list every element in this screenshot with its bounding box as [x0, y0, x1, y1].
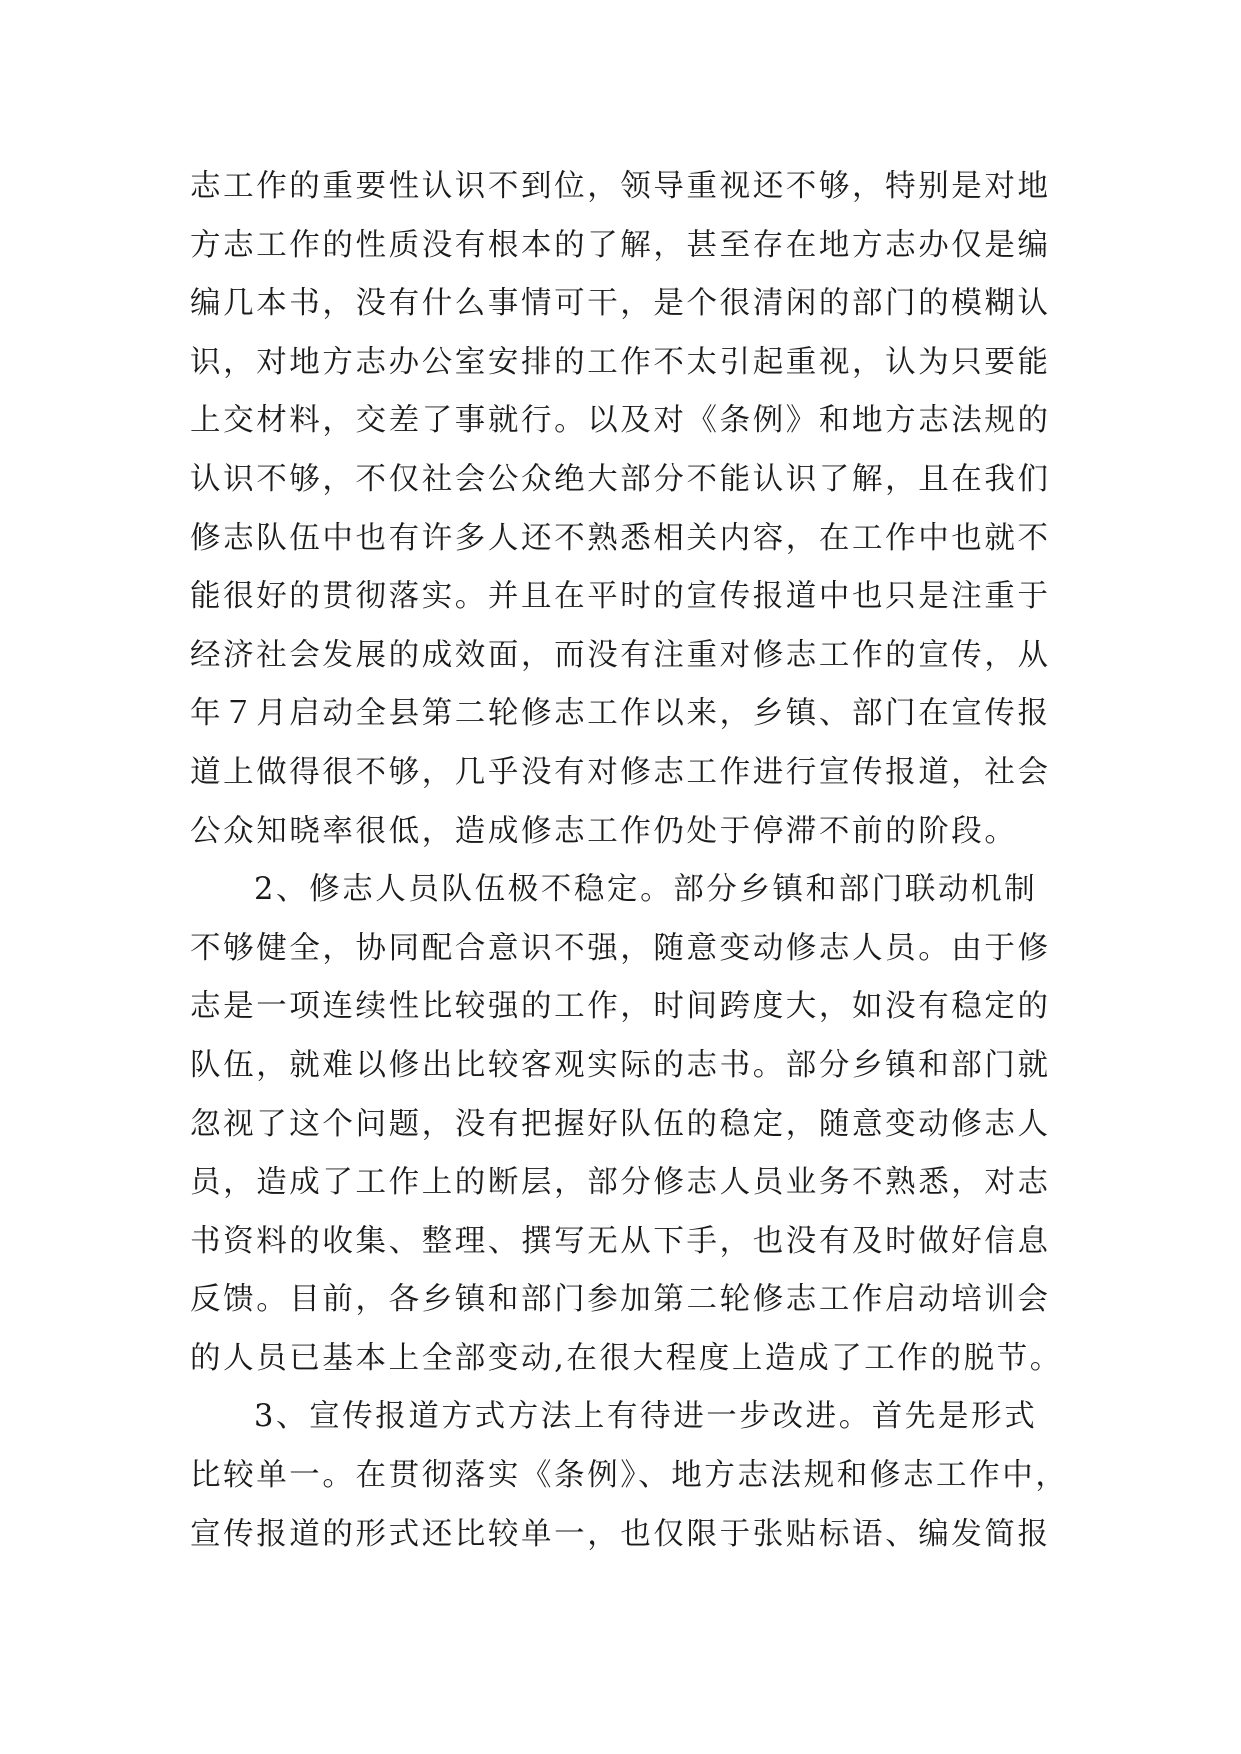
text-line: 识，对地方志办公室安排的工作不太引起重视，认为只要能	[190, 344, 1051, 380]
text-line: 经济社会发展的成效面，而没有注重对修志工作的宣传，从	[190, 637, 1051, 673]
text-line: 编几本书，没有什么事情可干，是个很清闲的部门的模糊认	[190, 286, 1051, 322]
text-line: 上交材料，交差了事就行。以及对《条例》和地方志法规的	[190, 403, 1051, 439]
text-line: 公众知晓率很低，造成修志工作仍处于停滞不前的阶段。	[190, 813, 1018, 849]
text-line: 宣传报道的形式还比较单一，也仅限于张贴标语、编发简报	[190, 1516, 1051, 1552]
text-line: 书资料的收集、整理、撰写无从下手，也没有及时做好信息	[190, 1223, 1051, 1259]
text-line: 志工作的重要性认识不到位，领导重视还不够，特别是对地	[190, 169, 1051, 204]
text-line: 认识不够，不仅社会公众绝大部分不能认识了解，且在我们	[190, 461, 1051, 497]
text-line: 能很好的贯彻落实。并且在平时的宣传报道中也只是注重于	[190, 579, 1051, 615]
text-line: 忽视了这个问题，没有把握好队伍的稳定，随意变动修志人	[190, 1106, 1051, 1142]
text-line: 比较单一。在贯彻落实《条例》、地方志法规和修志工作中，	[190, 1458, 1069, 1494]
text-line: 员，造成了工作上的断层，部分修志人员业务不熟悉，对志	[190, 1165, 1051, 1201]
text-line: 方志工作的性质没有根本的了解，甚至存在地方志办仅是编	[190, 227, 1051, 263]
text-line: 反馈。目前，各乡镇和部门参加第二轮修志工作启动培训会	[190, 1282, 1051, 1318]
paragraph-start-line: 2、修志人员队伍极不稳定。部分乡镇和部门联动机制	[254, 872, 1038, 908]
text-line: 队伍，就难以修出比较客观实际的志书。部分乡镇和部门就	[190, 1047, 1051, 1083]
text-line: 的人员已基本上全部变动,在很大程度上造成了工作的脱节。	[190, 1340, 1063, 1376]
text-line: 修志队伍中也有许多人还不熟悉相关内容，在工作中也就不	[190, 520, 1051, 556]
text-line: 志是一项连续性比较强的工作，时间跨度大，如没有稳定的	[190, 989, 1051, 1025]
text-line: 年７月启动全县第二轮修志工作以来，乡镇、部门在宣传报	[190, 696, 1051, 732]
text-line: 道上做得很不够，几乎没有对修志工作进行宣传报道，社会	[190, 754, 1051, 790]
document-body	[190, 158, 1069, 1564]
paragraph-start-line: 3、宣传报道方式方法上有待进一步改进。首先是形式	[254, 1399, 1038, 1435]
text-line: 不够健全，协同配合意识不强，随意变动修志人员。由于修	[190, 930, 1051, 966]
